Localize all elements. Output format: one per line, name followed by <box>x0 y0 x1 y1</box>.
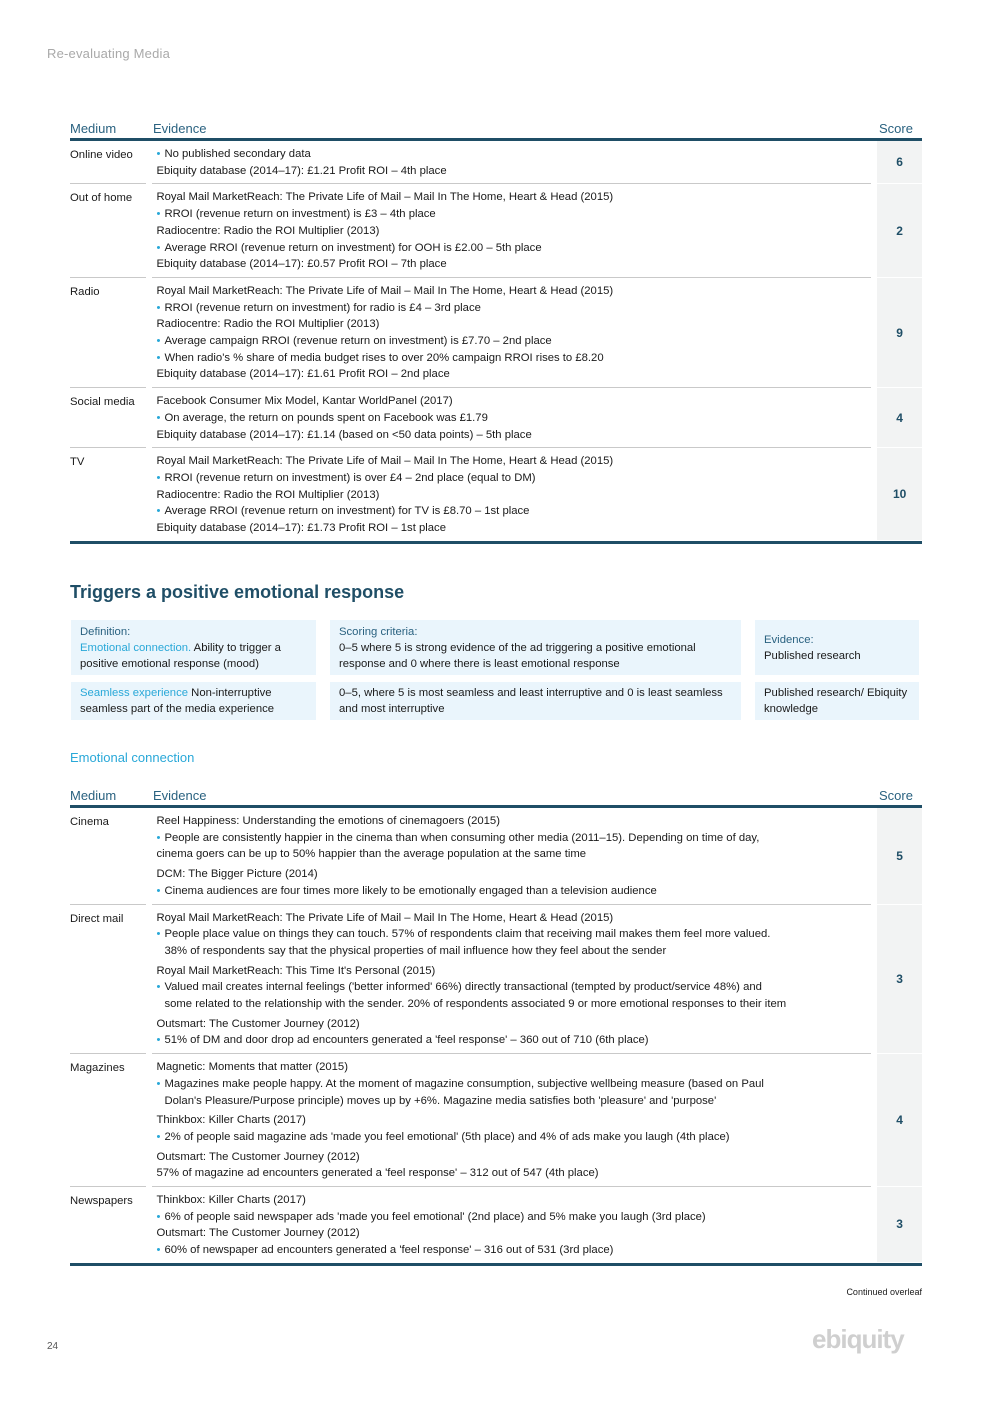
score-cell: 2 <box>877 184 922 278</box>
bullet-line: • RROI (revenue return on investment) is £3 – 4th place <box>156 206 867 223</box>
header-evidence: Evidence <box>153 121 207 136</box>
table-row <box>70 448 922 541</box>
table-row <box>70 388 922 448</box>
evidence-line: Outsmart: The Customer Journey (2012) <box>156 1017 360 1030</box>
table-row <box>70 184 922 278</box>
evidence-cell <box>152 905 871 1055</box>
bullet-line: • On average, the return on pounds spent on Facebook was £1.79 <box>156 410 867 427</box>
seamless-body: Non-interruptive seamless part of the media experience <box>80 687 275 715</box>
evidence-line: Dolan's Pleasure/Purpose principle) moves up by +6%. Magazine media satisfies both 'pleasure' and 'purpose' <box>164 1094 717 1107</box>
bullet-line: • RROI (revenue return on investment) is over £4 – 2nd place (equal to DM) <box>156 470 867 487</box>
bullet-line: • No published secondary data <box>156 146 867 163</box>
bullet-line: • Valued mail creates internal feelings ('better informed' 66%) directly transactional (tempted by product/service 48%) and <box>156 979 867 996</box>
bullet-line: • Average RROI (revenue return on investment) for OOH is £2.00 – 5th place <box>156 240 867 257</box>
scoring-box <box>330 620 741 675</box>
evidence-cell <box>152 1187 871 1263</box>
header-score: Score <box>879 121 913 136</box>
table-row <box>70 1187 922 1263</box>
medium-cell: Social media <box>70 388 146 448</box>
table-rule <box>70 541 922 544</box>
evidence-line: Radiocentre: Radio the ROI Multiplier (2013) <box>156 488 380 501</box>
score-cell: 5 <box>877 808 922 905</box>
table-row <box>70 905 922 1055</box>
evidence-line: Royal Mail MarketReach: This Time It's Personal (2015) <box>156 964 436 977</box>
medium-cell: Cinema <box>70 808 146 905</box>
table-header <box>70 121 922 141</box>
evidence-line: Magnetic: Moments that matter (2015) <box>156 1061 348 1074</box>
evidence-line: 38% of respondents say that the physical properties of mail influence how they feel about the sender <box>164 944 667 957</box>
score-cell: 3 <box>877 905 922 1055</box>
table-row <box>70 1054 922 1187</box>
evidence-cell <box>152 388 871 448</box>
evidence-cell <box>152 278 871 388</box>
evidence-line: 57% of magazine ad encounters generated a 'feel response' – 312 out of 547 (4th place) <box>156 1167 599 1180</box>
seamless-definition-box <box>71 682 316 720</box>
medium-cell: Newspapers <box>70 1195 133 1208</box>
seamless-term: Seamless experience <box>80 687 189 699</box>
definition-label: Definition: <box>80 625 131 638</box>
bullet-line: • RROI (revenue return on investment) for radio is £4 – 3rd place <box>156 300 867 317</box>
header-medium: Medium <box>70 788 117 803</box>
roi-evidence-table <box>70 121 922 544</box>
evidence-line: Thinkbox: Killer Charts (2017) <box>156 1194 306 1207</box>
bullet-line: • Average campaign RROI (revenue return on investment) is £7.70 – 2nd place <box>156 333 867 350</box>
evidence-line: Reel Happiness: Understanding the emotions of cinemagoers (2015) <box>156 815 500 827</box>
evidence-box <box>755 620 919 675</box>
evidence-line: DCM: The Bigger Picture (2014) <box>156 868 318 881</box>
score-cell: 4 <box>877 388 922 448</box>
emotional-evidence-table <box>70 788 922 1266</box>
table-row <box>70 808 922 905</box>
bullet-line: • People place value on things they can touch. 57% of respondents claim that receiving mail makes them feel more valued. <box>156 926 867 943</box>
evidence-line: Royal Mail MarketReach: The Private Life of Mail – Mail In The Home, Heart & Head (2015) <box>156 284 614 297</box>
medium-cell: Radio <box>70 278 146 388</box>
header-score: Score <box>879 788 913 803</box>
evidence-line: Outsmart: The Customer Journey (2012) <box>156 1150 360 1163</box>
table-header <box>70 788 922 808</box>
bullet-line: • 6% of people said newspaper ads 'made you feel emotional' (2nd place) and 5% make you laugh (3rd place) <box>156 1209 867 1226</box>
bullet-line: • Average RROI (revenue return on investment) for TV is £8.70 – 1st place <box>156 503 867 520</box>
definition-term: Emotional connection. <box>80 641 192 654</box>
seamless-evidence-text: Published research/ Ebiquity knowledge <box>764 687 908 715</box>
scoring-text: 0–5 where 5 is strong evidence of the ad triggering a positive emotional response and 0 where there is least emotional response <box>339 641 696 670</box>
bullet-line: • When radio's % share of media budget rises to over 20% campaign RROI rises to £8.20 <box>156 350 867 367</box>
evidence-line: Ebiquity database (2014–17): £1.14 (based on <50 data points) – 5th place <box>156 428 532 441</box>
seamless-scoring-text: 0–5, where 5 is most seamless and least interruptive and 0 is least seamless and most interruptive <box>339 687 723 715</box>
bullet-line: • 2% of people said magazine ads 'made you feel emotional' (5th place) and 4% of ads make you laugh (4th place) <box>156 1129 867 1146</box>
seamless-scoring-box <box>330 682 741 720</box>
medium-cell: Magazines <box>70 1054 146 1187</box>
table-body <box>70 808 922 1263</box>
evidence-line: Radiocentre: Radio the ROI Multiplier (2013) <box>156 318 380 331</box>
evidence-line: cinema goers can be up to 50% happier than the average population at the same time <box>156 848 587 861</box>
evidence-label: Evidence: <box>764 633 814 646</box>
header-medium: Medium <box>70 121 117 136</box>
evidence-line: some related to the relationship with the sender. 20% of respondents associated 9 or more emotional responses to their item <box>164 998 787 1011</box>
evidence-line: Facebook Consumer Mix Model, Kantar WorldPanel (2017) <box>156 395 453 408</box>
evidence-line: Royal Mail MarketReach: The Private Life of Mail – Mail In The Home, Heart & Head (2015) <box>156 911 614 924</box>
evidence-line: Outsmart: The Customer Journey (2012) <box>156 1227 360 1240</box>
score-cell: 6 <box>877 141 922 184</box>
logo-wordmark: ebiquity <box>812 1324 904 1354</box>
medium-cell: TV <box>70 456 85 469</box>
evidence-line: Royal Mail MarketReach: The Private Life of Mail – Mail In The Home, Heart & Head (2015) <box>156 455 614 468</box>
evidence-line: Ebiquity database (2014–17): £1.73 Profit ROI – 1st place <box>156 522 446 535</box>
bullet-line: • 51% of DM and door drop ad encounters generated a 'feel response' – 360 out of 710 (6th place) <box>156 1032 867 1049</box>
bullet-line: • Magazines make people happy. At the moment of magazine consumption, subjective wellbeing measure (based on Paul <box>156 1076 867 1093</box>
ebiquity-logo <box>810 1322 922 1360</box>
score-cell: 10 <box>877 448 922 541</box>
medium-cell: Out of home <box>70 184 146 278</box>
evidence-cell <box>152 141 871 184</box>
evidence-line: Ebiquity database (2014–17): £1.21 Profit ROI – 4th place <box>156 164 447 177</box>
definition-body: Ability to trigger a positive emotional response (mood) <box>80 641 281 670</box>
evidence-cell <box>152 184 871 278</box>
bullet-line: • People are consistently happier in the cinema than when consuming other media (2011–15). Depending on time of day, <box>156 830 867 847</box>
score-cell: 4 <box>877 1054 922 1187</box>
evidence-line: Ebiquity database (2014–17): £1.61 Profit ROI – 2nd place <box>156 368 450 381</box>
score-cell: 9 <box>877 278 922 388</box>
evidence-line: Radiocentre: Radio the ROI Multiplier (2013) <box>156 224 380 237</box>
bullet-line: • 60% of newspaper ad encounters generated a 'feel response' – 316 out of 531 (3rd place) <box>156 1242 867 1259</box>
definition-text <box>80 640 307 672</box>
bullet-line: • Cinema audiences are four times more likely to be emotionally engaged than a television audience <box>156 883 867 900</box>
subhead-emotional-connection: Emotional connection <box>70 750 195 765</box>
evidence-line: Ebiquity database (2014–17): £0.57 Profit ROI – 7th place <box>156 258 447 271</box>
evidence-text: Published research <box>764 649 861 662</box>
medium-cell: Online video <box>70 141 146 184</box>
seamless-definition-text <box>80 685 307 717</box>
header-evidence: Evidence <box>153 788 207 803</box>
definition-box <box>71 620 316 675</box>
evidence-cell <box>152 448 871 541</box>
medium-cell: Direct mail <box>70 905 146 1055</box>
continued-overleaf: Continued overleaf <box>846 1287 922 1297</box>
scoring-label: Scoring criteria: <box>339 625 418 638</box>
table-rule <box>70 1263 922 1266</box>
page-number: 24 <box>47 1341 59 1352</box>
seamless-evidence-box <box>755 682 919 720</box>
evidence-line: Thinkbox: Killer Charts (2017) <box>156 1114 306 1127</box>
evidence-cell <box>152 1054 871 1187</box>
section-title: Triggers a positive emotional response <box>70 582 405 602</box>
table-body <box>70 141 922 541</box>
table-row <box>70 141 922 184</box>
table-row <box>70 278 922 388</box>
score-cell: 3 <box>877 1187 922 1263</box>
evidence-line: Royal Mail MarketReach: The Private Life of Mail – Mail In The Home, Heart & Head (2015) <box>156 191 614 204</box>
evidence-cell <box>152 808 871 905</box>
running-head: Re-evaluating Media <box>47 46 171 61</box>
